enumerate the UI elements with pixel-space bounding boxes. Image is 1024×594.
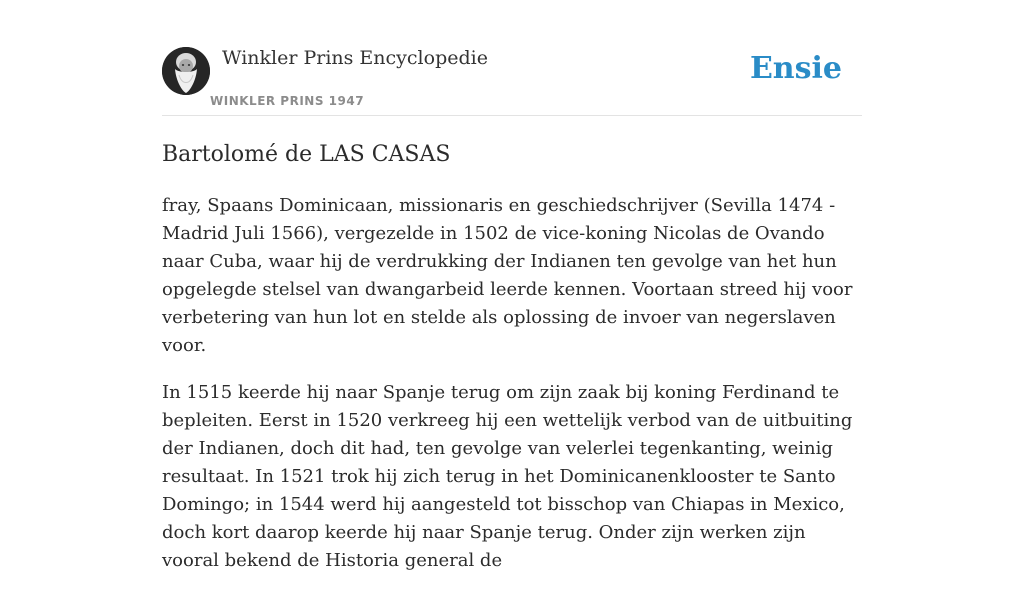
site-title[interactable]: Winkler Prins Encyclopedie [222, 47, 488, 69]
site-header [162, 0, 862, 116]
avatar[interactable] [162, 47, 210, 95]
article-title: Bartolomé de LAS CASAS [162, 142, 451, 167]
edition-label[interactable]: WINKLER PRINS 1947 [210, 94, 365, 108]
page-container [162, 0, 862, 571]
article-body [162, 192, 862, 594]
brand-logo[interactable]: Ensie [749, 51, 842, 86]
bearded-man-portrait-icon [162, 47, 210, 95]
article-paragraph: In 1515 keerde hij naar Spanje terug om zijn zaak bij koning Ferdinand te bepleiten. Eerst in 1520 verkreeg hij een wettelijk verbod van de uitbuiting der Indianen, doch dit had, ten gevolge van velerlei tegenkanting, weinig resultaat. In 1521 trok hij zich terug in het Dominicanenklooster te Santo Domingo; in 1544 werd hij aangesteld tot bisschop van Chiapas in Mexico, doch kort daarop keerde hij naar Spanje terug. Onder zijn werken zijn vooral bekend de Historia general de [162, 382, 853, 571]
article-paragraph: fray, Spaans Dominicaan, missionaris en geschiedschrijver (Sevilla 1474 - Madrid Juli 1566), vergezelde in 1502 de vice-koning Nicolas de Ovando naar Cuba, waar hij de verdrukking der Indianen ten gevolge van het hun opgelegde stelsel van dwangarbeid leerde kennen. Voortaan streed hij voor verbetering van hun lot en stelde als oplossing de invoer van negerslaven voor. [162, 195, 853, 356]
